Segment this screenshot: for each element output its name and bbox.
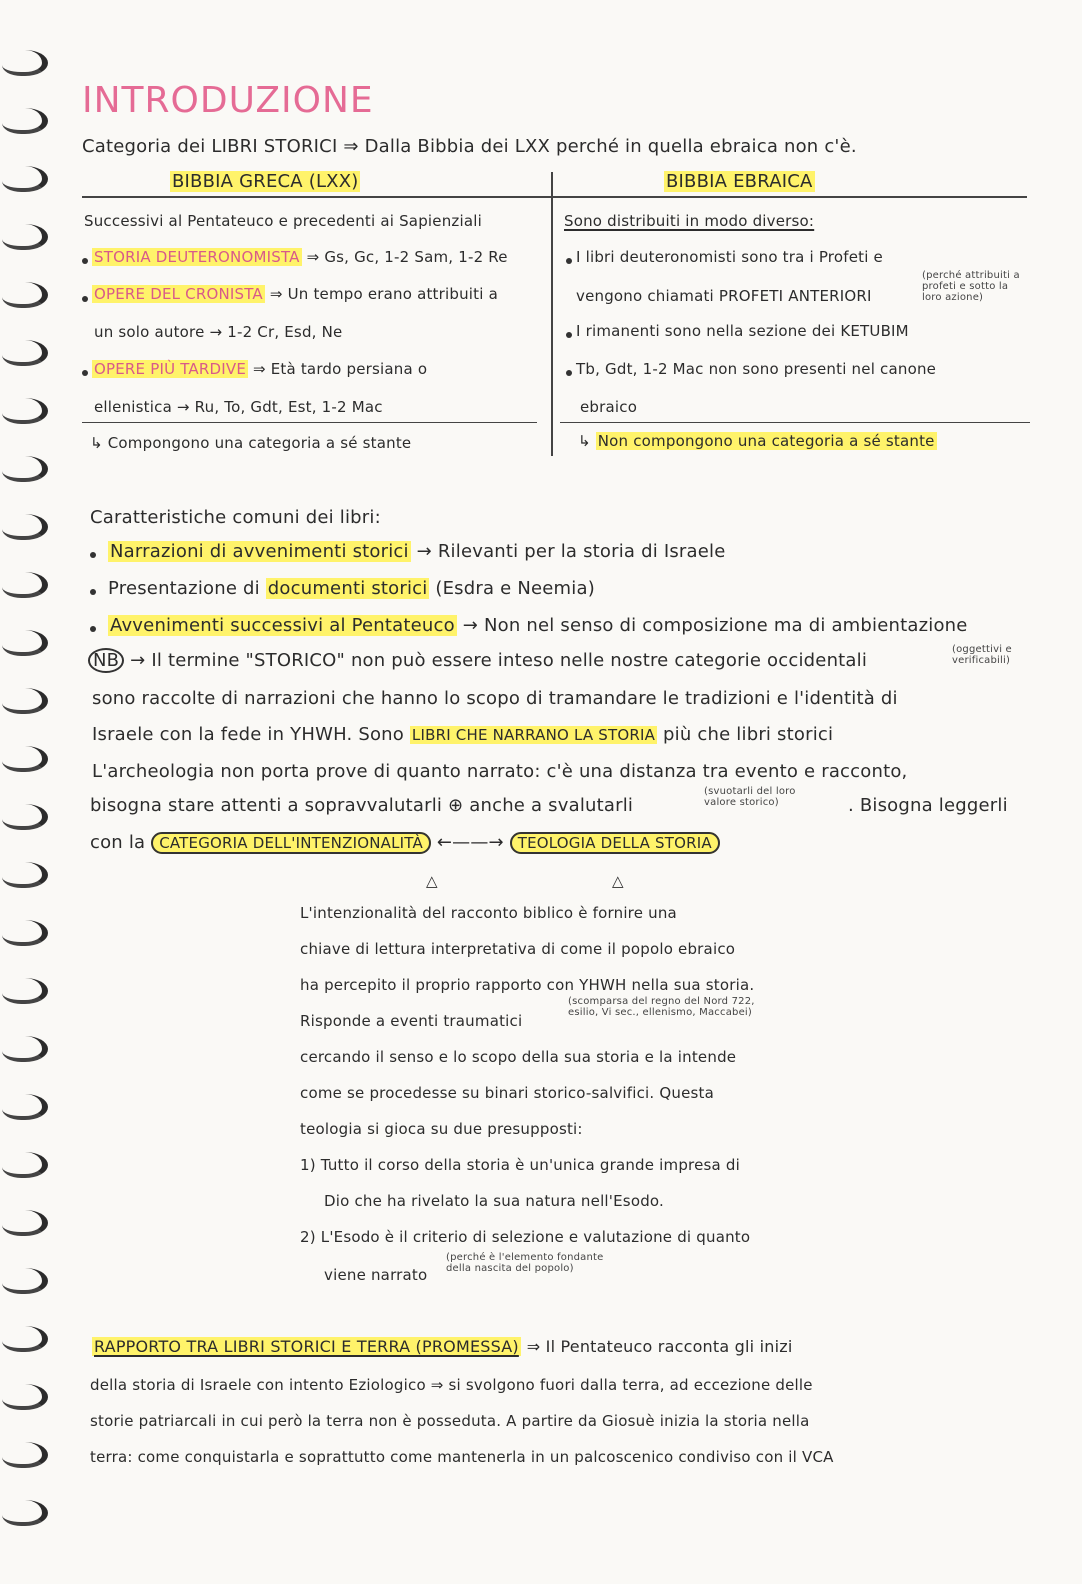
nb-line4: L'archeologia non porta prove di quanto narrato: c'è una distanza tra evento e racconto, — [92, 761, 908, 782]
nb-note-1: (oggettivi e — [952, 644, 1012, 655]
nb-line1-text: → Il termine "STORICO" non può essere inteso nelle nostre categorie occidentali — [130, 650, 868, 671]
nb-line3-hl: LIBRI CHE NARRANO LA STORIA — [411, 726, 656, 744]
hebrew-note-3: loro azione) — [922, 292, 984, 303]
greek-b2-text: ⇒ Un tempo erano attribuiti a — [269, 285, 498, 303]
feature-2 — [108, 578, 595, 599]
explain-l4-note — [568, 996, 755, 1018]
greek-bullet-1 — [92, 248, 508, 266]
table-header-divider — [82, 196, 1027, 198]
greek-conclusion: ↳ Compongono una categoria a sé stante — [90, 434, 412, 452]
hebrew-line1-text: Sono distribuiti in modo diverso: — [564, 212, 815, 230]
bullet — [90, 626, 96, 632]
hebrew-bullet-3-cont: ebraico — [580, 398, 638, 416]
greek-bullet-3-cont: ellenistica → Ru, To, Gdt, Est, 1-2 Mac — [94, 398, 383, 416]
explain-l10: 2) L'Esodo è il criterio di selezione e valutazione di quanto — [300, 1228, 751, 1246]
bullet — [82, 258, 88, 264]
hebrew-note-1: (perché attribuiti a — [922, 270, 1020, 281]
bullet — [566, 332, 572, 338]
pointer-triangle: △ — [612, 872, 624, 890]
nb-line3 — [92, 724, 833, 745]
land-heading-text: ⇒ Il Pentateuco racconta gli inizi — [526, 1337, 793, 1356]
spiral-ring — [2, 630, 48, 656]
spiral-binding — [0, 30, 60, 1570]
spiral-ring — [2, 862, 48, 888]
nb-note-2: verificabili) — [952, 655, 1011, 666]
spiral-ring — [2, 920, 48, 946]
nb-label: NB — [88, 648, 124, 673]
hebrew-underline — [560, 422, 1030, 423]
intro-line: Categoria dei LIBRI STORICI ⇒ Dalla Bibbia dei LXX perché in quella ebraica non c'è. — [82, 136, 857, 157]
land-l2: della storia di Israele con intento Eziologico ⇒ si svolgono fuori dalla terra, ad eccezione delle — [90, 1376, 813, 1394]
spiral-ring — [2, 1210, 48, 1236]
nb-line6-pre: con la — [90, 832, 146, 853]
bullet — [566, 370, 572, 376]
feature-1-hl: Narrazioni di avvenimenti storici — [110, 541, 409, 562]
greek-b3-text: ⇒ Età tardo persiana o — [252, 360, 428, 378]
explain-l9: Dio che ha rivelato la sua natura nell'Esodo. — [324, 1192, 664, 1210]
explain-l11: viene narrato — [324, 1266, 428, 1284]
explain-l6: come se procedesse su binari storico-salvifici. Questa — [300, 1084, 714, 1102]
pointer-triangle: △ — [426, 872, 438, 890]
greek-b3-label: OPERE PIÙ TARDIVE — [94, 360, 247, 378]
bullet — [82, 370, 88, 376]
hebrew-header — [664, 171, 815, 192]
spiral-ring — [2, 1384, 48, 1410]
spiral-ring — [2, 688, 48, 714]
feature-3 — [108, 615, 968, 636]
bullet — [566, 258, 572, 264]
bullet — [90, 552, 96, 558]
greek-b1-label: STORIA DEUTERONOMISTA — [94, 248, 300, 266]
spiral-ring — [2, 1152, 48, 1178]
nb-line5-note-1: (svuotarli del loro — [704, 786, 796, 797]
hebrew-bullet-1-cont: vengono chiamati PROFETI ANTERIORI — [576, 287, 872, 305]
bullet — [90, 589, 96, 595]
nb-line6 — [90, 832, 720, 853]
nb-line5-pre: bisogna stare attenti a sopravvalutarli — [90, 795, 443, 816]
spiral-ring — [2, 804, 48, 830]
nb-line5-note — [704, 786, 796, 808]
greek-line1: Successivi al Pentateuco e precedenti ai Sapienziali — [84, 212, 482, 230]
spiral-ring — [2, 978, 48, 1004]
explain-l11-note — [446, 1252, 604, 1274]
land-heading-hl: RAPPORTO TRA LIBRI STORICI E TERRA (PROMESSA) — [94, 1337, 519, 1356]
nb-line3-post: più che libri storici — [663, 724, 834, 745]
page-title: INTRODUZIONE — [82, 80, 374, 121]
explain-l8: 1) Tutto il corso della storia è un'unica grande impresa di — [300, 1156, 740, 1174]
greek-b1-text: ⇒ Gs, Gc, 1-2 Sam, 1-2 Re — [306, 248, 508, 266]
spiral-ring — [2, 282, 48, 308]
feature-2-hl: documenti storici — [267, 578, 428, 599]
land-heading — [92, 1336, 792, 1357]
feature-1-text: → Rilevanti per la storia di Israele — [416, 541, 726, 562]
spiral-ring — [2, 1326, 48, 1352]
greek-conclusion-text: Compongono una categoria a sé stante — [107, 434, 412, 452]
spiral-ring — [2, 456, 48, 482]
intentionality-box: CATEGORIA DELL'INTENZIONALITÀ — [151, 832, 431, 854]
feature-3-text: → Non nel senso di composizione ma di ambientazione — [462, 615, 968, 636]
nb-line5: bisogna stare attenti a sopravvalutarli ⊕ anche a svalutarli — [90, 795, 634, 816]
explain-l11-note-2: della nascita del popolo) — [446, 1263, 574, 1274]
greek-bullet-3 — [92, 360, 427, 378]
explain-l2: chiave di lettura interpretativa di come il popolo ebraico — [300, 940, 736, 958]
nb-line5-post: . Bisogna leggerli — [848, 795, 1008, 816]
hebrew-bullet-2: I rimanenti sono nella sezione dei KETUBIM — [576, 322, 909, 340]
spiral-ring — [2, 514, 48, 540]
hebrew-line1 — [564, 212, 814, 230]
spiral-ring — [2, 166, 48, 192]
greek-b2-label: OPERE DEL CRONISTA — [94, 285, 263, 303]
spiral-ring — [2, 746, 48, 772]
nb-line5-mid: anche a svalutarli — [469, 795, 634, 816]
spiral-ring — [2, 50, 48, 76]
greek-header — [170, 171, 360, 192]
explain-l1: L'intenzionalità del racconto biblico è fornire una — [300, 904, 677, 922]
feature-1 — [108, 541, 726, 562]
explain-l4-note-1: (scomparsa del regno del Nord 722, — [568, 996, 755, 1007]
spiral-ring — [2, 398, 48, 424]
hebrew-conclusion-text: Non compongono una categoria a sé stante — [597, 432, 935, 450]
nb-note — [952, 644, 1012, 666]
feature-2-pre: Presentazione di — [108, 578, 260, 599]
nb-line3-pre: Israele con la fede in YHWH. Sono — [92, 724, 404, 745]
spiral-ring — [2, 108, 48, 134]
hebrew-bullet-3: Tb, Gdt, 1-2 Mac non sono presenti nel canone — [576, 360, 937, 378]
explain-l3: ha percepito il proprio rapporto con YHWH nella sua storia. — [300, 976, 755, 994]
greek-bullet-2 — [92, 285, 498, 303]
table-column-divider — [551, 172, 553, 456]
greek-underline — [82, 422, 537, 423]
explain-l4-note-2: esilio, Vi sec., ellenismo, Maccabei) — [568, 1007, 753, 1018]
explain-l5: cercando il senso e lo scopo della sua storia e la intende — [300, 1048, 737, 1066]
theology-box: TEOLOGIA DELLA STORIA — [510, 832, 720, 854]
hebrew-note-2: profeti e sotto la — [922, 281, 1009, 292]
bullet — [82, 296, 88, 302]
feature-2-text: (Esdra e Neemia) — [435, 578, 595, 599]
land-l3: storie patriarcali in cui però la terra non è posseduta. A partire da Giosuè inizia la storia nella — [90, 1412, 810, 1430]
spiral-ring — [2, 1442, 48, 1468]
explain-l4: Risponde a eventi traumatici — [300, 1012, 523, 1030]
explain-l11-note-1: (perché è l'elemento fondante — [446, 1252, 604, 1263]
feature-3-hl: Avvenimenti successivi al Pentateuco — [110, 615, 455, 636]
double-arrow: ←——→ — [436, 832, 504, 853]
spiral-ring — [2, 224, 48, 250]
hebrew-note — [922, 270, 1020, 303]
spiral-ring — [2, 1094, 48, 1120]
hebrew-bullet-1: I libri deuteronomisti sono tra i Profeti e — [576, 248, 883, 266]
nb-line5-note-2: valore storico) — [704, 797, 779, 808]
land-l4: terra: come conquistarla e soprattutto come mantenerla in un palcoscenico condiviso con il VCA — [90, 1448, 834, 1466]
nb-line1 — [88, 650, 867, 671]
spiral-ring — [2, 340, 48, 366]
spiral-ring — [2, 1036, 48, 1062]
hebrew-conclusion: ↳ Non compongono una categoria a sé stante — [578, 432, 935, 450]
spiral-ring — [2, 1268, 48, 1294]
hebrew-header-text: BIBBIA EBRAICA — [666, 171, 813, 192]
greek-header-text: BIBBIA GRECA (LXX) — [172, 171, 359, 192]
spiral-ring — [2, 1500, 48, 1526]
features-heading: Caratteristiche comuni dei libri: — [90, 507, 381, 528]
spiral-ring — [2, 572, 48, 598]
greek-bullet-2-cont: un solo autore → 1-2 Cr, Esd, Ne — [94, 323, 343, 341]
explain-l7: teologia si gioca su due presupposti: — [300, 1120, 583, 1138]
nb-line2: sono raccolte di narrazioni che hanno lo scopo di tramandare le tradizioni e l'identità di — [92, 688, 898, 709]
